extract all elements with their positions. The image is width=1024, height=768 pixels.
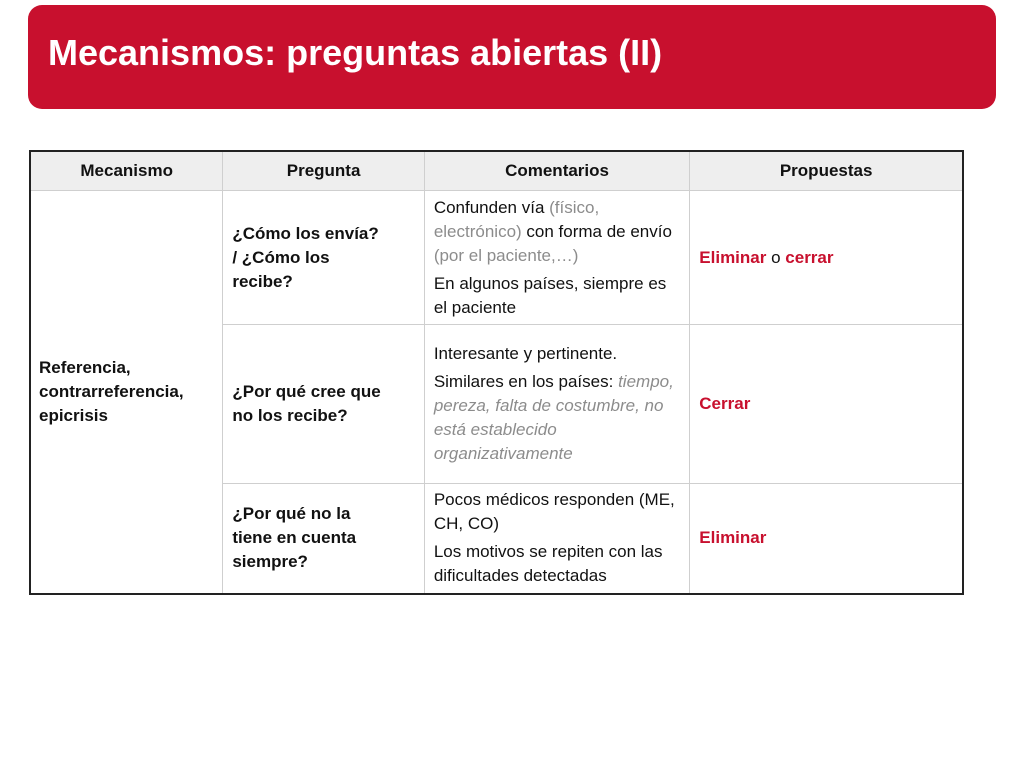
header-mecanismo: Mecanismo [30,151,223,191]
header-comentarios: Comentarios [424,151,689,191]
propuesta-cerrar: cerrar [785,247,834,267]
comentario-paragraph [434,196,680,268]
propuesta-eliminar: Eliminar [699,247,767,267]
comentario-paragraph: Interesante y pertinente. [433,344,618,363]
title-banner [28,5,996,109]
comentarios-cell [424,191,689,325]
table-header-row [30,151,963,191]
comentarios-cell [424,325,689,484]
table-row [30,191,963,325]
mechanisms-table [29,150,964,595]
mecanismo-line: contrarreferencia, [39,381,184,401]
pregunta-line: ¿Cómo los envía? [232,223,379,243]
pregunta-cell [223,325,424,484]
mecanismo-line: epicrisis [39,405,108,425]
comentario-paragraph [434,370,680,466]
pregunta-line: ¿Por qué no la [232,504,351,524]
mecanismo-line: Referencia, [39,357,131,377]
propuesta-cerrar: Cerrar [699,394,751,413]
pregunta-line: tiene en cuenta [232,528,357,548]
propuesta-cell [690,325,963,484]
pregunta-cell [223,484,424,594]
propuesta-eliminar: Eliminar [699,528,767,548]
comentarios-cell [424,484,689,594]
header-pregunta: Pregunta [223,151,424,191]
comentario-paragraph: En algunos países, siempre es el paciente [433,273,667,317]
slide-title: Mecanismos: preguntas abiertas (II) [48,32,663,73]
pregunta-line: no los recibe? [232,406,348,425]
pregunta-line: / ¿Cómo los [232,247,330,267]
pregunta-line: ¿Por qué cree que [232,382,381,401]
mecanismo-cell [30,191,223,594]
comentario-paragraph: Pocos médicos responden (ME, CH, CO) [433,490,675,534]
propuesta-connector: o [766,247,786,267]
comentario-text-muted: tiempo, pereza, falta de costumbre, no está establecido organizativamente [433,372,674,463]
header-propuestas: Propuestas [690,151,963,191]
comentario-text: Similares en los países [433,372,609,391]
comentario-text: Confunden vía [433,197,550,217]
comentario-text: : [608,372,619,391]
pregunta-line: recibe? [232,271,293,291]
pregunta-cell [223,191,424,325]
propuesta-cell [690,191,963,325]
comentario-text-muted: (físico, electrónico) [433,197,600,241]
comentario-text: con forma de envío [521,221,672,241]
comentario-text-muted: (por el paciente,…) [433,245,579,265]
propuesta-cell [690,484,963,594]
comentario-paragraph: Los motivos se repiten con las dificultades detectadas [433,542,663,586]
pregunta-line: siempre? [232,552,308,572]
